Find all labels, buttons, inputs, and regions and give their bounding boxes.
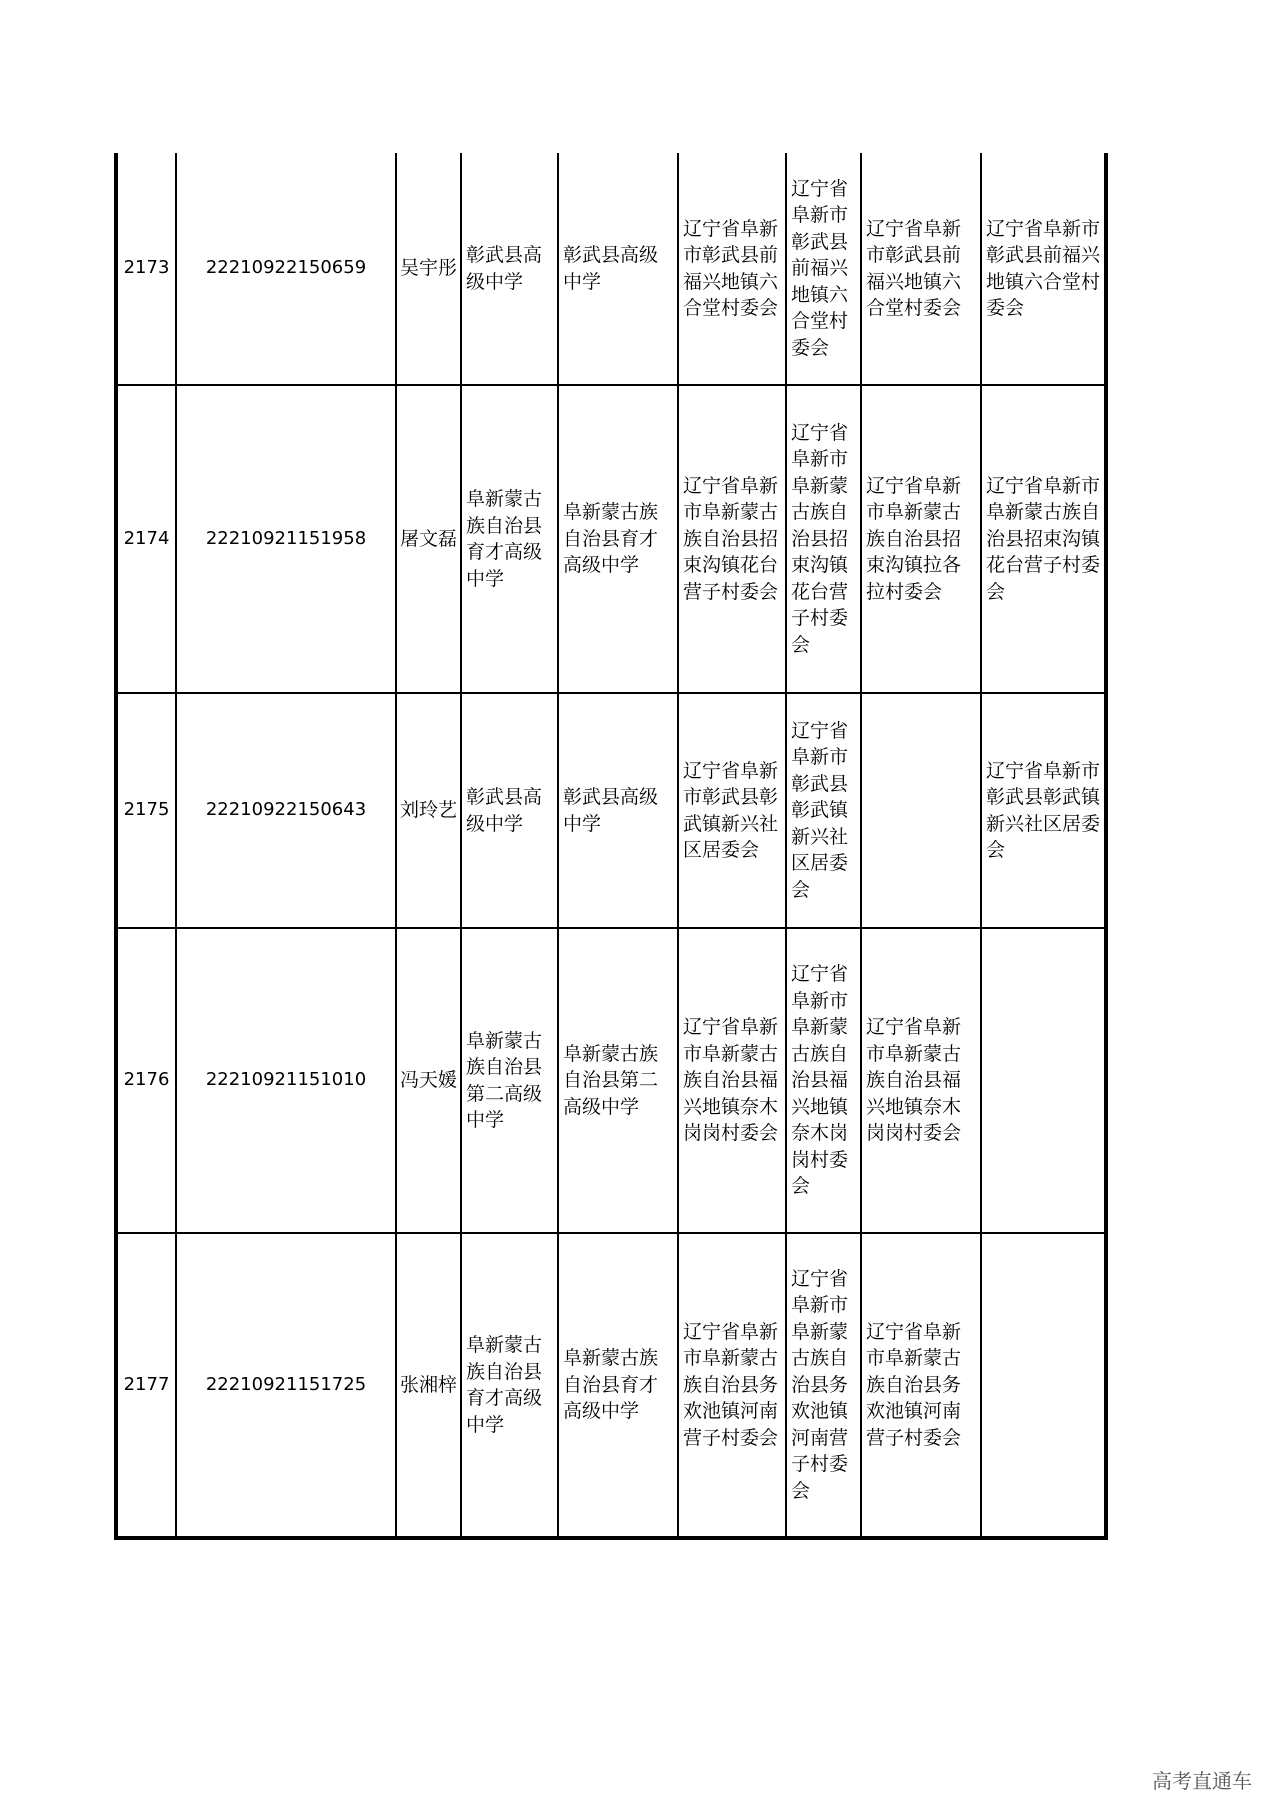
student-name: 张湘梓 xyxy=(396,1233,461,1538)
school-name-2: 阜新蒙古族自治县育才高级中学 xyxy=(558,385,678,693)
school-name: 阜新蒙古族自治县育才高级中学 xyxy=(461,1233,558,1538)
table-row xyxy=(116,385,1106,693)
address-4: 辽宁省阜新市彰武县前福兴地镇六合堂村委会 xyxy=(981,153,1106,385)
address-3 xyxy=(861,693,981,928)
table-row xyxy=(116,1233,1106,1538)
address-1: 辽宁省阜新市彰武县前福兴地镇六合堂村委会 xyxy=(678,153,786,385)
school-name-2: 阜新蒙古族自治县第二高级中学 xyxy=(558,928,678,1233)
registration-number: 22210921151010 xyxy=(176,928,396,1233)
registration-number: 22210922150659 xyxy=(176,153,396,385)
address-2: 辽宁省阜新市阜新蒙古族自治县福兴地镇奈木岗岗村委会 xyxy=(786,928,861,1233)
address-4: 辽宁省阜新市彰武县彰武镇新兴社区居委会 xyxy=(981,693,1106,928)
address-2: 辽宁省阜新市彰武县彰武镇新兴社区居委会 xyxy=(786,693,861,928)
address-3: 辽宁省阜新市阜新蒙古族自治县招束沟镇拉各拉村委会 xyxy=(861,385,981,693)
row-number: 2176 xyxy=(116,928,176,1233)
address-3: 辽宁省阜新市彰武县前福兴地镇六合堂村委会 xyxy=(861,153,981,385)
address-1: 辽宁省阜新市阜新蒙古族自治县福兴地镇奈木岗岗村委会 xyxy=(678,928,786,1233)
registration-number: 22210921151725 xyxy=(176,1233,396,1538)
admission-table xyxy=(114,153,1108,1540)
table-row xyxy=(116,928,1106,1233)
table-row xyxy=(116,153,1106,385)
student-name: 屠文磊 xyxy=(396,385,461,693)
table-row xyxy=(116,693,1106,928)
school-name-2: 彰武县高级中学 xyxy=(558,153,678,385)
school-name: 彰武县高级中学 xyxy=(461,693,558,928)
watermark-text: 高考直通车 xyxy=(1152,1769,1252,1793)
address-4 xyxy=(981,928,1106,1233)
address-1: 辽宁省阜新市彰武县彰武镇新兴社区居委会 xyxy=(678,693,786,928)
address-2: 辽宁省阜新市阜新蒙古族自治县招束沟镇花台营子村委会 xyxy=(786,385,861,693)
address-3: 辽宁省阜新市阜新蒙古族自治县务欢池镇河南营子村委会 xyxy=(861,1233,981,1538)
school-name-2: 彰武县高级中学 xyxy=(558,693,678,928)
row-number: 2173 xyxy=(116,153,176,385)
address-1: 辽宁省阜新市阜新蒙古族自治县务欢池镇河南营子村委会 xyxy=(678,1233,786,1538)
address-4 xyxy=(981,1233,1106,1538)
student-name: 冯天媛 xyxy=(396,928,461,1233)
registration-number: 22210922150643 xyxy=(176,693,396,928)
address-3: 辽宁省阜新市阜新蒙古族自治县福兴地镇奈木岗岗村委会 xyxy=(861,928,981,1233)
admission-table-wrapper xyxy=(114,153,1108,1540)
school-name-2: 阜新蒙古族自治县育才高级中学 xyxy=(558,1233,678,1538)
school-name: 彰武县高级中学 xyxy=(461,153,558,385)
school-name: 阜新蒙古族自治县育才高级中学 xyxy=(461,385,558,693)
school-name: 阜新蒙古族自治县第二高级中学 xyxy=(461,928,558,1233)
address-1: 辽宁省阜新市阜新蒙古族自治县招束沟镇花台营子村委会 xyxy=(678,385,786,693)
row-number: 2174 xyxy=(116,385,176,693)
address-4: 辽宁省阜新市阜新蒙古族自治县招束沟镇花台营子村委会 xyxy=(981,385,1106,693)
address-2: 辽宁省阜新市彰武县前福兴地镇六合堂村委会 xyxy=(786,153,861,385)
student-name: 吴宇彤 xyxy=(396,153,461,385)
student-name: 刘玲艺 xyxy=(396,693,461,928)
registration-number: 22210921151958 xyxy=(176,385,396,693)
row-number: 2175 xyxy=(116,693,176,928)
address-2: 辽宁省阜新市阜新蒙古族自治县务欢池镇河南营子村委会 xyxy=(786,1233,861,1538)
row-number: 2177 xyxy=(116,1233,176,1538)
